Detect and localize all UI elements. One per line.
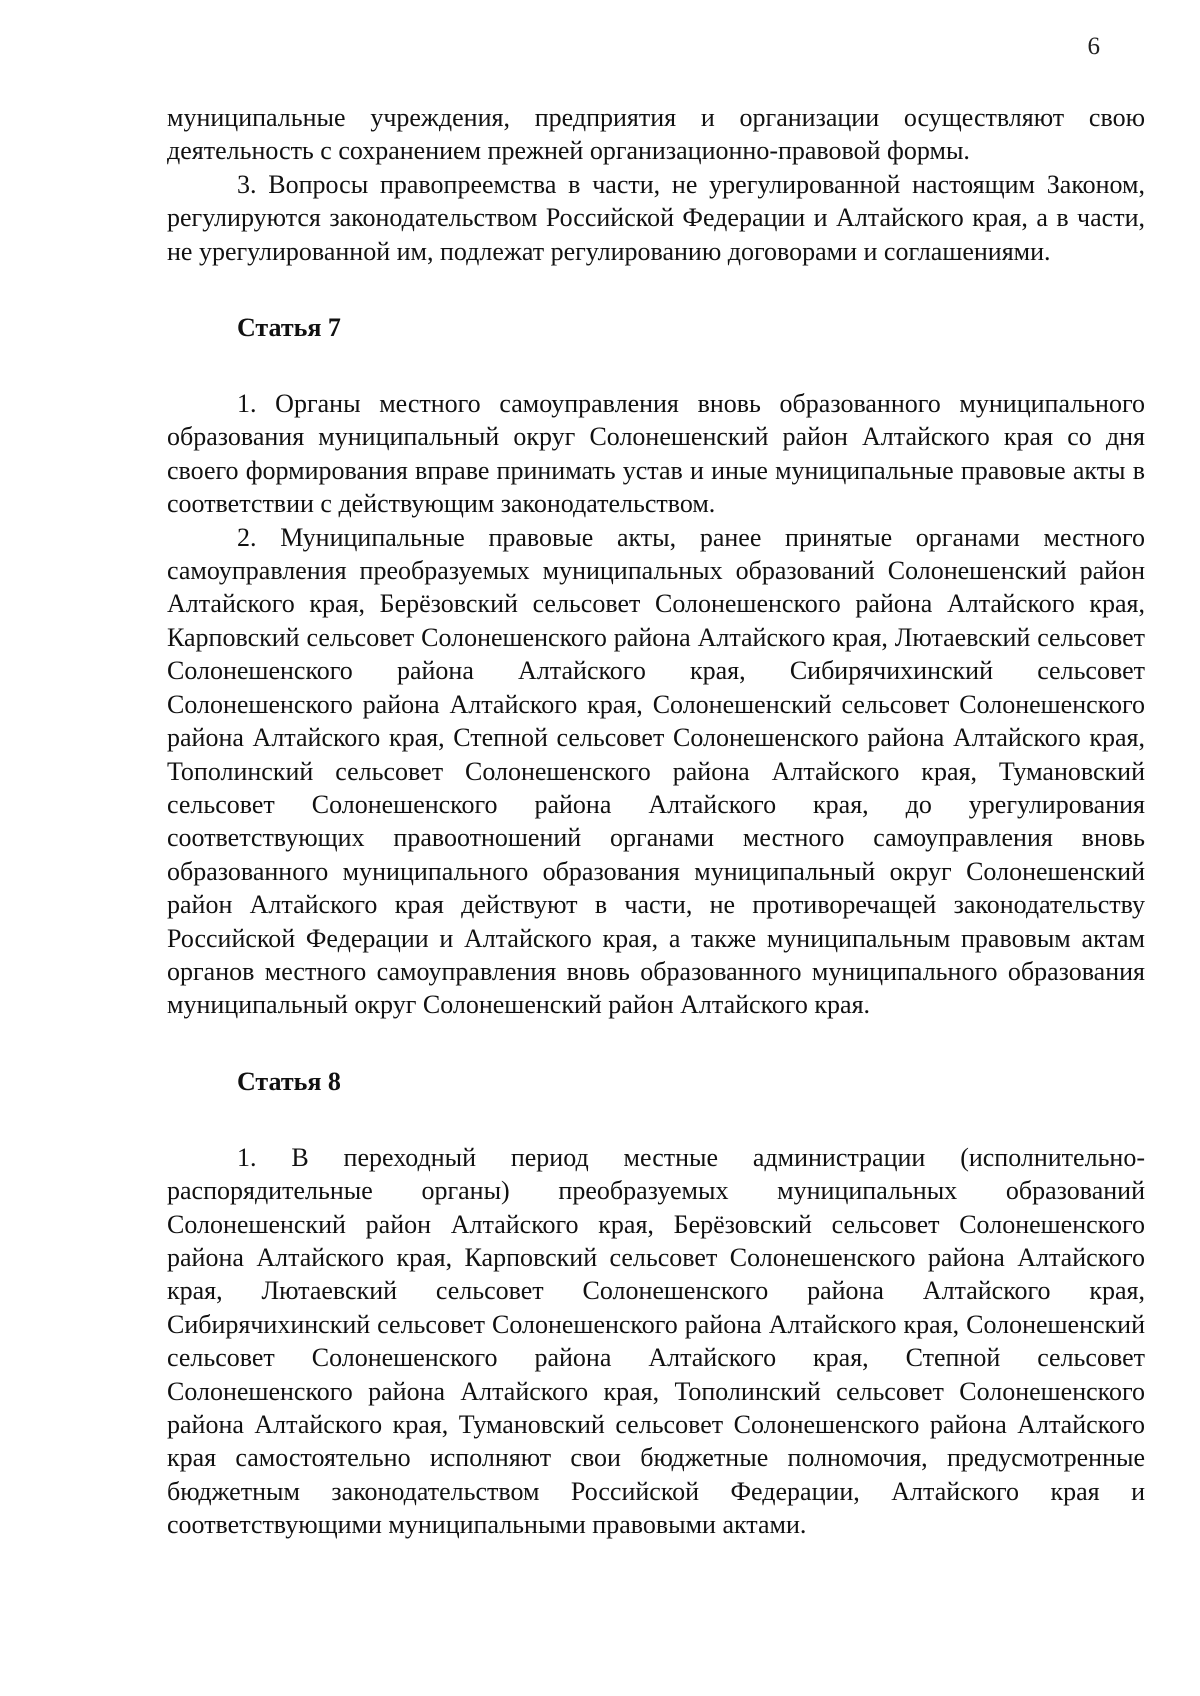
page-number: 6 bbox=[1087, 33, 1100, 60]
article-8-paragraph-1: 1. В переходный период местные администрации (исполнительно-распорядительные органы) преобразуемых муниципальных образований Солонешенский район Алтайского края, Берёзовский сельсовет Солонешенского района Алтайского края, Карповский сельсовет Солонешенского района Алтайского края, Лютаевский сельсовет Солонешенского района Алтайского края, Сибирячихинский сельсовет Солонешенского района Алтайского края, Солонешенский сельсовет Солонешенского района Алтайского края, Степной сельсовет Солонешенского района Алтайского края, Тополинский сельсовет Солонешенского района Алтайского края, Тумановский сельсовет Солонешенского района Алтайского края самостоятельно исполняют свои бюджетные полномочия, предусмотренные бюджетным законодательством Российской Федерации, Алтайского края и соответствующими муниципальными правовыми актами. bbox=[167, 1142, 1145, 1540]
article-7-heading: Статья 7 bbox=[237, 313, 341, 343]
article-7-paragraph-2: 2. Муниципальные правовые акты, ранее принятые органами местного самоуправления преобразуемых муниципальных образований Солонешенский район Алтайского края, Берёзовский сельсовет Солонешенского района Алтайского края, Карповский сельсовет Солонешенского района Алтайского края, Лютаевский сельсовет Солонешенского района Алтайского края, Сибирячихинский сельсовет Солонешенского района Алтайского края, Солонешенский сельсовет Солонешенского района Алтайского края, Степной сельсовет Солонешенского района Алтайского края, Тополинский сельсовет Солонешенского района Алтайского края, Тумановский сельсовет Солонешенского района Алтайского края, до урегулирования соответствующих правоотношений органами местного самоуправления вновь образованного муниципального образования муниципальный округ Солонешенский район Алтайского края действуют в части, не противоречащей законодательству Российской Федерации и Алтайского края, а также муниципальным правовым актам органов местного самоуправления вновь образованного муниципального образования муниципальный округ Солонешенский район Алтайского края. bbox=[167, 522, 1145, 1020]
document-body bbox=[167, 101, 1145, 1542]
article-8-heading: Статья 8 bbox=[237, 1066, 341, 1096]
paragraph-3: 3. Вопросы правопреемства в части, не урегулированной настоящим Законом, регулируются законодательством Российской Федерации и Алтайского края, а в части, не урегулированной им, подлежат регулированию договорами и соглашениями. bbox=[167, 169, 1145, 266]
article-7-paragraph-1: 1. Органы местного самоуправления вновь образованного муниципального образования муниципальный округ Солонешенский район Алтайского края со дня своего формирования вправе принимать устав и иные муниципальные правовые акты в соответствии с действующим законодательством. bbox=[167, 389, 1145, 519]
paragraph-continued: муниципальные учреждения, предприятия и организации осуществляют свою деятельность с сохранением прежней организационно-правовой формы. bbox=[167, 103, 1145, 166]
